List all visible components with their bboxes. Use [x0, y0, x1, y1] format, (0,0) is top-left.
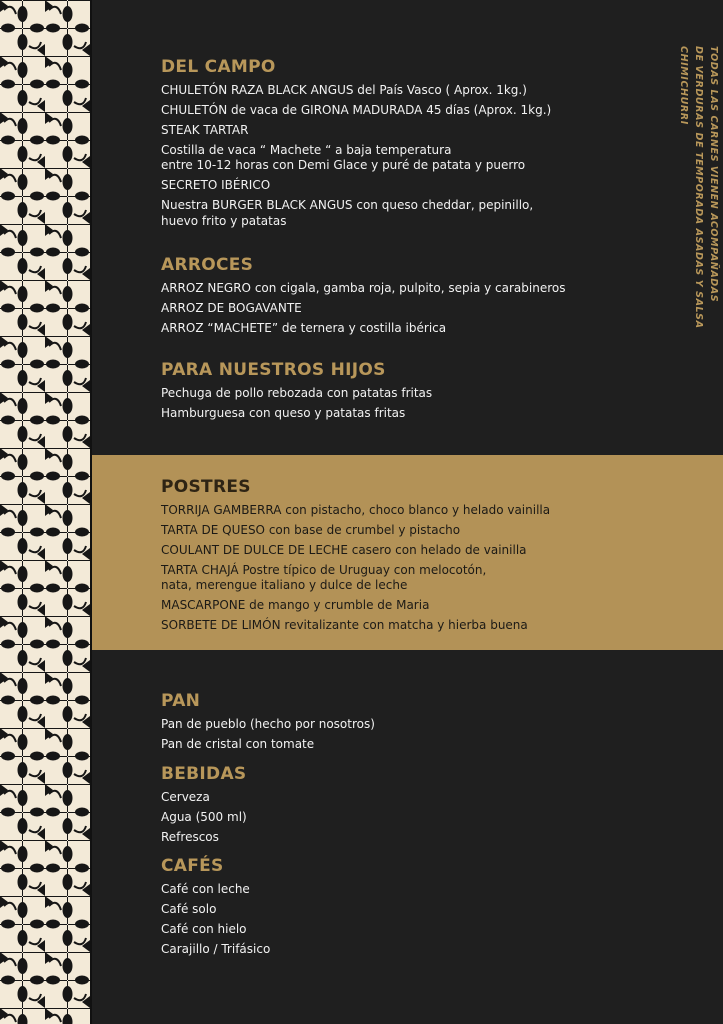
- menu-item: Refrescos: [161, 829, 219, 844]
- menu-item: CHULETÓN RAZA BLACK ANGUS del País Vasco ( Aprox. 1kg.): [161, 82, 527, 97]
- menu-item: CHULETÓN de vaca de GIRONA MADURADA 45 días (Aprox. 1kg.): [161, 102, 552, 117]
- menu-item: ARROZ DE BOGAVANTE: [161, 300, 302, 315]
- side-note-line-1: TODAS LAS CARNES VIENEN ACOMPAÑADAS: [708, 46, 719, 303]
- section-title: PARA NUESTROS HIJOS: [161, 360, 386, 380]
- menu-item: TORRIJA GAMBERRA con pistacho, choco blanco y helado vainilla: [161, 502, 551, 517]
- menu-item: Hamburguesa con queso y patatas fritas: [161, 405, 406, 420]
- section-title: PAN: [161, 691, 201, 711]
- menu-item: Café con hielo: [161, 921, 247, 936]
- menu-item: Pan de pueblo (hecho por nosotros): [161, 716, 375, 731]
- menu-item: TARTA DE QUESO con base de crumbel y pistacho: [161, 522, 461, 537]
- section-cafes: [161, 855, 270, 957]
- menu-item: Costilla de vaca “ Machete “ a baja temperatura entre 10-12 horas con Demi Glace y puré de patata y puerro: [161, 142, 526, 172]
- section-title: ARROCES: [161, 255, 254, 275]
- section-postres: [161, 476, 550, 634]
- menu-item: Pechuga de pollo rebozada con patatas fritas: [161, 385, 433, 400]
- section-arroces: [161, 254, 565, 336]
- section-title: DEL CAMPO: [161, 57, 276, 77]
- section-bebidas: [161, 763, 247, 845]
- section-pan: [161, 690, 375, 752]
- menu-item: Agua (500 ml): [161, 809, 247, 824]
- section-hijos: [161, 359, 432, 421]
- side-note-line-2: DE VERDURAS DE TEMPORADA ASADAS Y SALSA CHIMICHURRI: [678, 46, 704, 329]
- section-title: POSTRES: [161, 477, 251, 497]
- menu-item: Café solo: [161, 901, 217, 916]
- menu-item: SECRETO IBÉRICO: [161, 178, 271, 192]
- section-title: BEBIDAS: [161, 764, 247, 784]
- menu-item: SORBETE DE LIMÓN revitalizante con matcha y hierba buena: [161, 618, 528, 632]
- menu-item: Pan de cristal con tomate: [161, 736, 315, 751]
- menu-item: MASCARPONE de mango y crumble de Maria: [161, 598, 430, 612]
- section-del-campo: [161, 56, 551, 229]
- menu-item: Nuestra BURGER BLACK ANGUS con queso cheddar, pepinillo, huevo frito y patatas: [161, 198, 534, 228]
- decorative-tile-border: [0, 0, 90, 1024]
- section-title: CAFÉS: [161, 856, 224, 876]
- menu-item: ARROZ NEGRO con cigala, gamba roja, pulpito, sepia y carabineros: [161, 280, 566, 295]
- menu-item: TARTA CHAJÁ Postre típico de Uruguay con melocotón, nata, merengue italiano y dulce de leche: [161, 562, 487, 592]
- menu-item: Carajillo / Trifásico: [161, 941, 271, 956]
- menu-item: ARROZ “MACHETE” de ternera y costilla ibérica: [161, 320, 447, 335]
- menu-item: Café con leche: [161, 881, 250, 896]
- menu-item: Cerveza: [161, 789, 210, 804]
- menu-item: STEAK TARTAR: [161, 122, 249, 137]
- menu-item: COULANT DE DULCE DE LECHE casero con helado de vainilla: [161, 542, 527, 557]
- side-note: [676, 46, 721, 346]
